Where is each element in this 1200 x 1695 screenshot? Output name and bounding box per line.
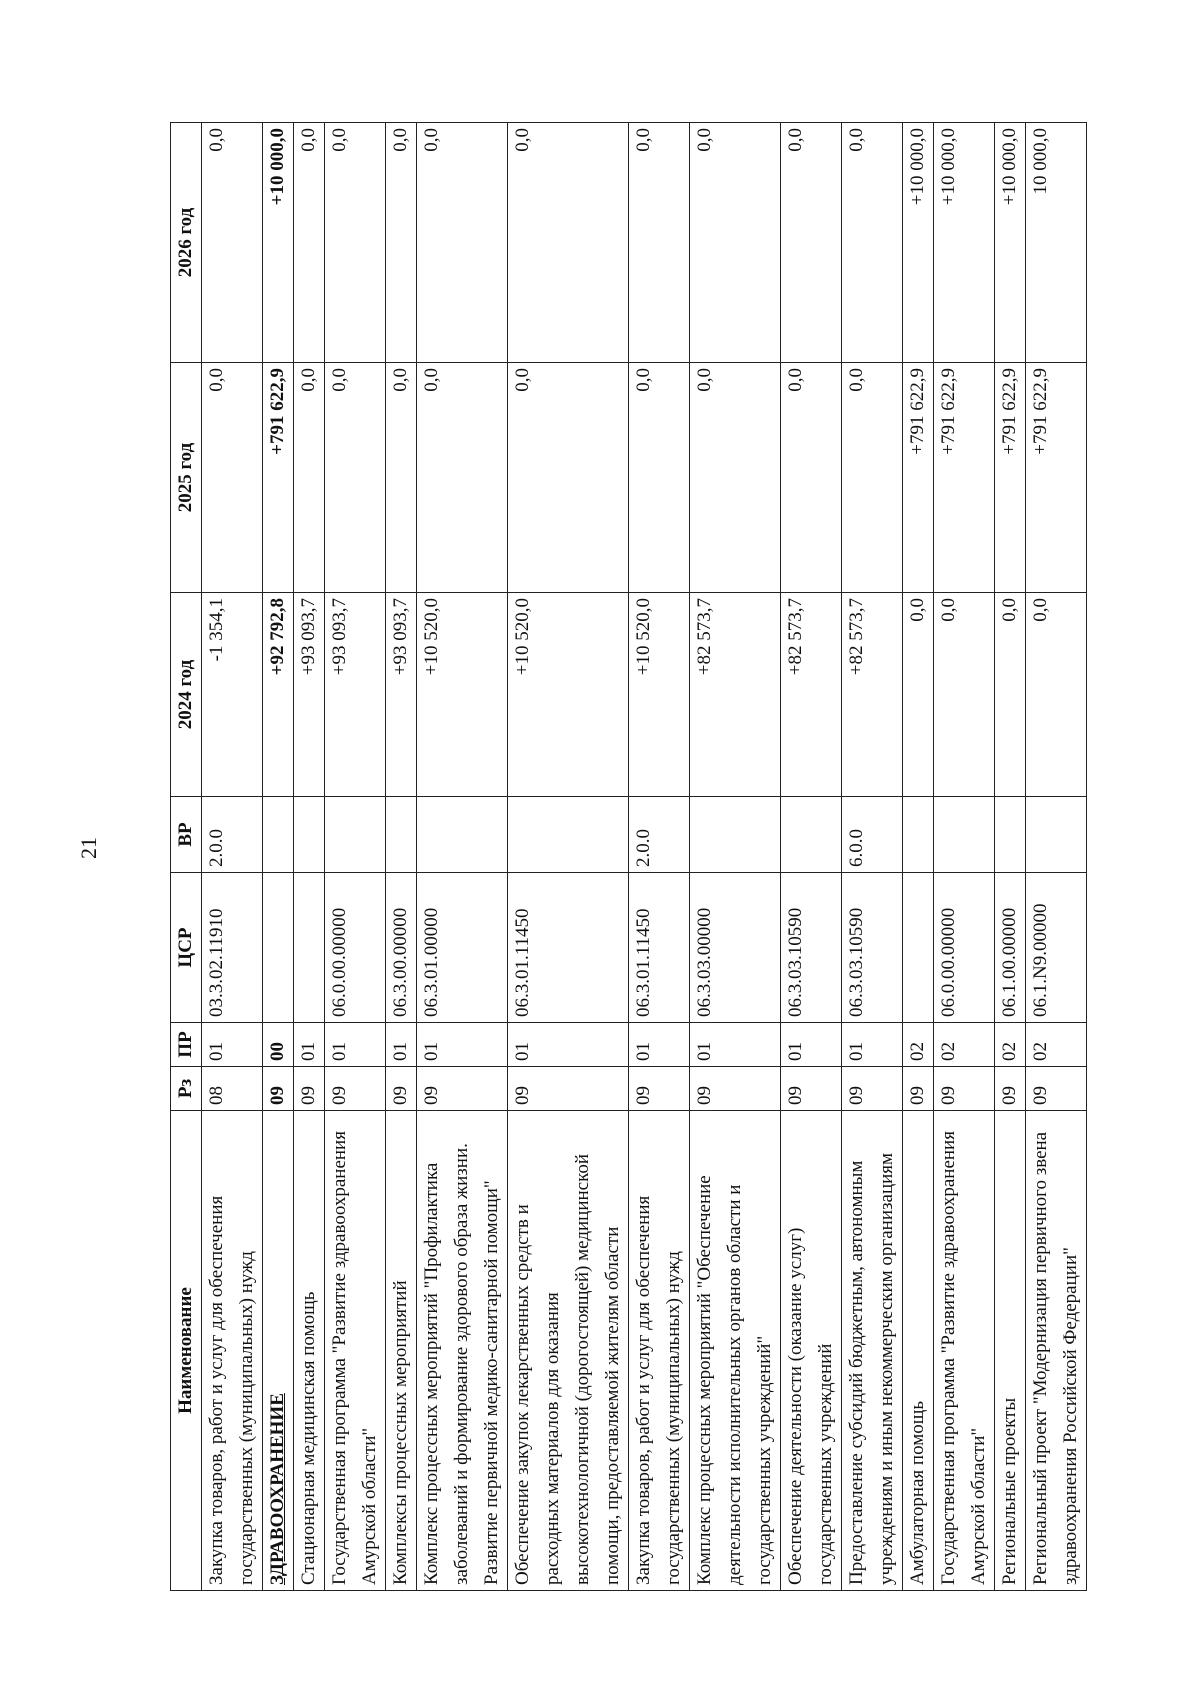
cell-name: ЗДРАВООХРАНЕНИЕ [263, 1111, 294, 1591]
cell-2025: 0,0 [325, 363, 386, 593]
cell-2026: +10 000,0 [934, 123, 995, 363]
cell-2024: 0,0 [903, 593, 934, 797]
cell-csr: 06.3.03.10590 [842, 873, 903, 1023]
cell-2025: +791 622,9 [934, 363, 995, 593]
cell-2026: 0,0 [629, 123, 690, 363]
cell-vr: 2.0.0 [629, 797, 690, 873]
cell-name: Обеспечение деятельности (оказание услуг) государственных учреждений [781, 1111, 842, 1591]
cell-pr: 01 [842, 1023, 903, 1067]
cell-2024: 0,0 [1026, 593, 1087, 797]
cell-vr [1026, 797, 1087, 873]
table-row [629, 123, 690, 1591]
cell-name: Государственная программа "Развитие здравоохранения Амурской области" [934, 1111, 995, 1591]
cell-2025: +791 622,9 [1026, 363, 1087, 593]
cell-vr [690, 797, 781, 873]
cell-2025: 0,0 [781, 363, 842, 593]
cell-2024: +10 520,0 [417, 593, 508, 797]
cell-2026: 0,0 [386, 123, 417, 363]
cell-csr: 06.3.01.11450 [508, 873, 629, 1023]
cell-csr: 06.3.03.10590 [781, 873, 842, 1023]
cell-rz: 09 [842, 1067, 903, 1111]
table-row [781, 123, 842, 1591]
cell-2026: 0,0 [690, 123, 781, 363]
cell-rz: 09 [995, 1067, 1026, 1111]
cell-2026: 0,0 [781, 123, 842, 363]
table-header-row [171, 123, 202, 1591]
cell-pr: 01 [781, 1023, 842, 1067]
cell-rz: 09 [417, 1067, 508, 1111]
cell-csr [294, 873, 325, 1023]
cell-rz: 08 [202, 1067, 263, 1111]
cell-pr: 02 [903, 1023, 934, 1067]
cell-2026: 0,0 [325, 123, 386, 363]
cell-vr [294, 797, 325, 873]
cell-2026: 0,0 [842, 123, 903, 363]
header-name: Наименование [171, 1111, 202, 1591]
cell-pr: 01 [386, 1023, 417, 1067]
cell-2026: 0,0 [202, 123, 263, 363]
cell-name: Комплекс процессных мероприятий "Обеспечение деятельности исполнительных органов области и государственных учреждений" [690, 1111, 781, 1591]
cell-pr: 01 [690, 1023, 781, 1067]
table-row [690, 123, 781, 1591]
table-row [263, 123, 294, 1591]
cell-csr: 06.3.03.00000 [690, 873, 781, 1023]
cell-vr [508, 797, 629, 873]
cell-name: Обеспечение закупок лекарственных средств и расходных материалов для оказания высокотехнологичной (дорогостоящей) медицинской помощи, предоставляемой жителям области [508, 1111, 629, 1591]
cell-vr [995, 797, 1026, 873]
cell-vr: 2.0.0 [202, 797, 263, 873]
cell-rz: 09 [263, 1067, 294, 1111]
cell-vr [903, 797, 934, 873]
cell-name: Закупка товаров, работ и услуг для обеспечения государственных (муниципальных) нужд [629, 1111, 690, 1591]
cell-name: Закупка товаров, работ и услуг для обеспечения государственных (муниципальных) нужд [202, 1111, 263, 1591]
cell-pr: 01 [417, 1023, 508, 1067]
cell-rz: 09 [629, 1067, 690, 1111]
cell-pr: 01 [508, 1023, 629, 1067]
cell-2026: 0,0 [508, 123, 629, 363]
cell-2025: 0,0 [386, 363, 417, 593]
cell-2024: +92 792,8 [263, 593, 294, 797]
table-row [386, 123, 417, 1591]
cell-2024: +82 573,7 [842, 593, 903, 797]
cell-vr [325, 797, 386, 873]
cell-2025: 0,0 [202, 363, 263, 593]
cell-vr [263, 797, 294, 873]
cell-pr: 02 [1026, 1023, 1087, 1067]
cell-name: Региональные проекты [995, 1111, 1026, 1591]
cell-2026: +10 000,0 [903, 123, 934, 363]
cell-rz: 09 [903, 1067, 934, 1111]
cell-rz: 09 [325, 1067, 386, 1111]
table-row [202, 123, 263, 1591]
table-row [842, 123, 903, 1591]
cell-name: Комплексы процессных мероприятий [386, 1111, 417, 1591]
cell-2024: +10 520,0 [629, 593, 690, 797]
cell-rz: 09 [1026, 1067, 1087, 1111]
header-vr: ВР [171, 797, 202, 873]
cell-vr [781, 797, 842, 873]
cell-csr: 06.0.00.00000 [325, 873, 386, 1023]
cell-2024: +82 573,7 [781, 593, 842, 797]
cell-2025: +791 622,9 [263, 363, 294, 593]
cell-2026: 0,0 [417, 123, 508, 363]
cell-pr: 01 [202, 1023, 263, 1067]
cell-pr: 02 [934, 1023, 995, 1067]
table-row [1026, 123, 1087, 1591]
cell-2024: +93 093,7 [386, 593, 417, 797]
table-row [903, 123, 934, 1591]
cell-2026: 0,0 [294, 123, 325, 363]
cell-name: Государственная программа "Развитие здравоохранения Амурской области" [325, 1111, 386, 1591]
cell-2024: +82 573,7 [690, 593, 781, 797]
cell-2024: 0,0 [934, 593, 995, 797]
cell-csr [903, 873, 934, 1023]
cell-2026: +10 000,0 [263, 123, 294, 363]
cell-name: Амбулаторная помощь [903, 1111, 934, 1591]
cell-pr: 02 [995, 1023, 1026, 1067]
cell-pr: 01 [629, 1023, 690, 1067]
header-rz: Рз [171, 1067, 202, 1111]
cell-vr [934, 797, 995, 873]
table-row [417, 123, 508, 1591]
table-body [202, 123, 1087, 1591]
cell-2025: 0,0 [294, 363, 325, 593]
table-row [294, 123, 325, 1591]
header-2024: 2024 год [171, 593, 202, 797]
cell-csr [263, 873, 294, 1023]
cell-rz: 09 [690, 1067, 781, 1111]
cell-rz: 09 [294, 1067, 325, 1111]
header-2026: 2026 год [171, 123, 202, 363]
cell-csr: 06.0.00.00000 [934, 873, 995, 1023]
cell-csr: 06.1.N9.00000 [1026, 873, 1087, 1023]
cell-2026: +10 000,0 [995, 123, 1026, 363]
cell-2025: +791 622,9 [995, 363, 1026, 593]
cell-pr: 00 [263, 1023, 294, 1067]
cell-name: Стационарная медицинская помощь [294, 1111, 325, 1591]
cell-2024: 0,0 [995, 593, 1026, 797]
cell-2024: +93 093,7 [325, 593, 386, 797]
cell-csr: 06.3.01.00000 [417, 873, 508, 1023]
table-row [995, 123, 1026, 1591]
cell-2024: -1 354,1 [202, 593, 263, 797]
cell-2025: 0,0 [417, 363, 508, 593]
table-row [508, 123, 629, 1591]
cell-2025: +791 622,9 [903, 363, 934, 593]
cell-2025: 0,0 [690, 363, 781, 593]
cell-vr [417, 797, 508, 873]
header-2025: 2025 год [171, 363, 202, 593]
cell-pr: 01 [325, 1023, 386, 1067]
header-pr: ПР [171, 1023, 202, 1067]
cell-vr: 6.0.0 [842, 797, 903, 873]
cell-name: Региональный проект "Модернизация первичного звена здравоохранения Российской Федерации" [1026, 1111, 1087, 1591]
cell-2025: 0,0 [629, 363, 690, 593]
cell-csr: 06.3.01.11450 [629, 873, 690, 1023]
cell-pr: 01 [294, 1023, 325, 1067]
header-csr: ЦСР [171, 873, 202, 1023]
cell-csr: 03.3.02.11910 [202, 873, 263, 1023]
rotated-table-container [170, 123, 1087, 1591]
cell-rz: 09 [386, 1067, 417, 1111]
cell-2026: 10 000,0 [1026, 123, 1087, 363]
budget-table [170, 122, 1087, 1591]
cell-2024: +10 520,0 [508, 593, 629, 797]
table-row [325, 123, 386, 1591]
page-number: 21 [76, 837, 101, 859]
cell-name: Комплекс процессных мероприятий "Профилактика заболеваний и формирование здорового образа жизни. Развитие первичной медико-санитарной помощи" [417, 1111, 508, 1591]
cell-vr [386, 797, 417, 873]
cell-2024: +93 093,7 [294, 593, 325, 797]
cell-2025: 0,0 [508, 363, 629, 593]
cell-name: Предоставление субсидий бюджетным, автономным учреждениям и иным некоммерческим организациям [842, 1111, 903, 1591]
cell-csr: 06.1.00.00000 [995, 873, 1026, 1023]
cell-rz: 09 [781, 1067, 842, 1111]
cell-csr: 06.3.00.00000 [386, 873, 417, 1023]
cell-2025: 0,0 [842, 363, 903, 593]
cell-rz: 09 [934, 1067, 995, 1111]
table-row [934, 123, 995, 1591]
cell-rz: 09 [508, 1067, 629, 1111]
